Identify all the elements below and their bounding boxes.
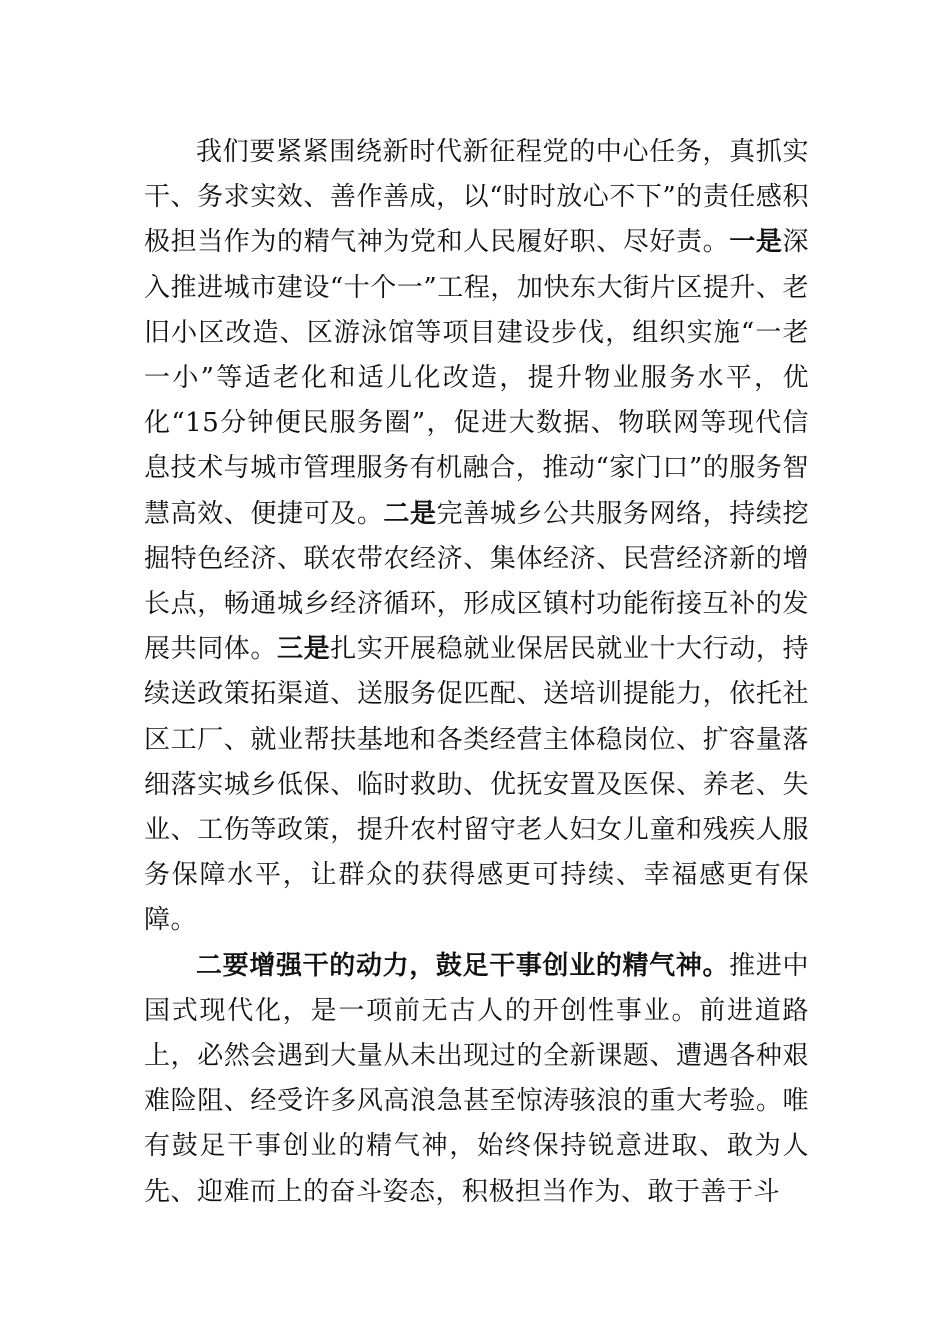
paragraph-1: [144, 130, 809, 944]
paragraph-1-text-1: 我们要紧紧围绕新时代新征程党的中心任务，真抓实干、务求实效、善作善成，以“时时放心不下”的责任感积极担当作为的精气神为党和人民履好职、尽好责。: [144, 137, 809, 258]
paragraph-1-text-2: 深入推进城市建设“十个一”工程，加快东大街片区提升、老旧小区改造、区游泳馆等项目建设步伐，组织实施“一老一小”等适老化和适儿化改造，提升物业服务水平，优化“15分钟便民服务圈”，促进大数据、物联网等现代信息技术与城市管理服务有机融合，推动“家门口”的服务智慧高效、便捷可及。: [144, 227, 809, 529]
paragraph-1-text-4: 扎实开展稳就业保居民就业十大行动，持续送政策拓渠道、送服务促匹配、送培训提能力，依托社区工厂、就业帮扶基地和各类经营主体稳岗位、扩容量落细落实城乡低保、临时救助、优抚安置及医保、养老、失业、工伤等政策，提升农村留守老人妇女儿童和残疾人服务保障水平，让群众的获得感更可持续、幸福感更有保障。: [144, 634, 809, 936]
paragraph-1-bold-second: 二是: [383, 498, 437, 529]
paragraph-1-bold-third: 三是: [277, 634, 331, 665]
paragraph-1-bold-first: 一是: [729, 227, 783, 258]
paragraph-2: [144, 944, 809, 1215]
paragraph-2-heading: 二要增强干的动力，鼓足干事创业的精气神。: [196, 950, 730, 981]
document-body: [144, 130, 809, 1215]
paragraph-1-text-3: 完善城乡公共服务网络，持续挖掘特色经济、联农带农经济、集体经济、民营经济新的增长点，畅通城乡经济循环，形成区镇村功能衔接互补的发展共同体。: [144, 498, 809, 665]
paragraph-2-text-1: 推进中国式现代化，是一项前无古人的开创性事业。前进道路上，必然会遇到大量从未出现过的全新课题、遭遇各种艰难险阻、经受许多风高浪急甚至惊涛骇浪的重大考验。唯有鼓足干事创业的精气神，始终保持锐意进取、敢为人先、迎难而上的奋斗姿态，积极担当作为、敢于善于斗: [144, 950, 809, 1207]
